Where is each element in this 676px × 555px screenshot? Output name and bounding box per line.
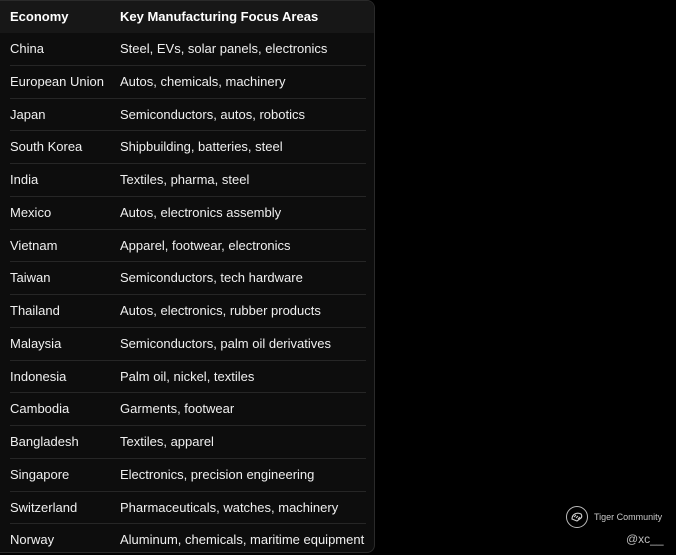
cell-focus-areas: Electronics, precision engineering: [120, 466, 315, 482]
tiger-community-logo-icon: [566, 506, 588, 528]
cell-economy: South Korea: [10, 139, 83, 155]
cell-focus-areas: Palm oil, nickel, textiles: [120, 368, 255, 384]
watermark: [565, 505, 675, 551]
table-row: [0, 164, 374, 197]
cell-focus-areas: Garments, footwear: [120, 401, 235, 417]
cell-focus-areas: Textiles, pharma, steel: [120, 172, 250, 187]
watermark-brand: Tiger Community: [594, 512, 663, 522]
cell-economy: Mexico: [10, 204, 52, 220]
cell-economy: Japan: [10, 106, 46, 122]
cell-focus-areas: Semiconductors, tech hardware: [120, 270, 303, 286]
table-row: [0, 262, 374, 295]
header-economy: Economy: [10, 9, 69, 24]
cell-economy: India: [10, 172, 39, 187]
cell-economy: Switzerland: [10, 499, 78, 515]
table-row: [0, 361, 374, 394]
cell-focus-areas: Shipbuilding, batteries, steel: [120, 139, 283, 155]
cell-economy: Bangladesh: [10, 434, 79, 449]
cell-economy: Cambodia: [10, 401, 70, 417]
table-row: [0, 426, 374, 459]
table-row: [0, 230, 374, 263]
cell-focus-areas: Autos, electronics, rubber products: [120, 303, 321, 318]
cell-economy: Malaysia: [10, 335, 62, 351]
cell-focus-areas: Steel, EVs, solar panels, electronics: [120, 41, 328, 56]
cell-economy: Indonesia: [10, 368, 67, 384]
cell-focus-areas: Autos, electronics assembly: [120, 204, 282, 220]
table-header-row: [0, 1, 374, 33]
cell-economy: Norway: [10, 532, 55, 548]
cell-focus-areas: Apparel, footwear, electronics: [120, 237, 291, 253]
cell-economy: Taiwan: [10, 270, 51, 286]
table-row: [0, 524, 374, 553]
table-row: [0, 66, 374, 99]
cell-focus-areas: Textiles, apparel: [120, 434, 214, 449]
cell-economy: Vietnam: [10, 237, 58, 253]
cell-economy: Thailand: [10, 303, 60, 318]
cell-focus-areas: Aluminum, chemicals, maritime equipment: [120, 532, 365, 548]
cell-economy: Singapore: [10, 466, 70, 482]
table-row: [0, 492, 374, 525]
header-focus-areas: Key Manufacturing Focus Areas: [120, 9, 319, 24]
table-row: [0, 295, 374, 328]
cell-focus-areas: Semiconductors, autos, robotics: [120, 106, 305, 122]
table-row: [0, 328, 374, 361]
table-row: [0, 99, 374, 132]
table-row: [0, 393, 374, 426]
table-row: [0, 197, 374, 230]
cell-economy: China: [10, 41, 44, 56]
cell-focus-areas: Pharmaceuticals, watches, machinery: [120, 499, 339, 515]
cell-focus-areas: Semiconductors, palm oil derivatives: [120, 335, 331, 351]
table-row: [0, 33, 374, 66]
table-row: [0, 459, 374, 492]
cell-economy: European Union: [10, 73, 104, 89]
cell-focus-areas: Autos, chemicals, machinery: [120, 73, 286, 89]
table-row: [0, 131, 374, 164]
watermark-handle: @xc__: [626, 532, 664, 546]
